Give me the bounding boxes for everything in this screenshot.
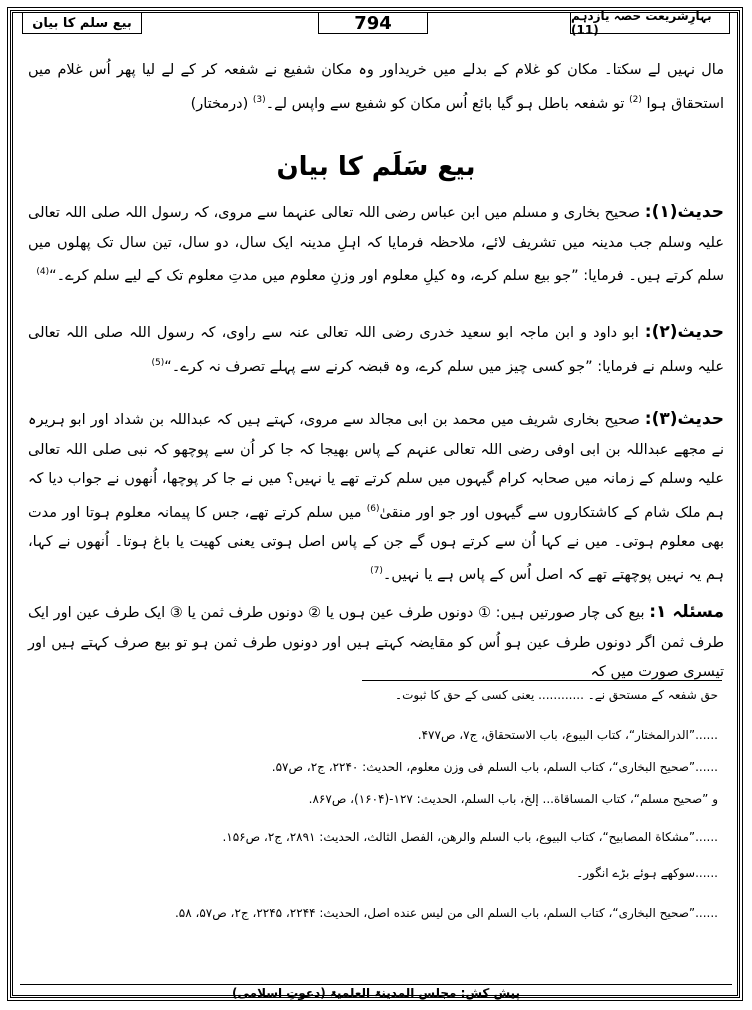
footer-publisher: پیش کش: مجلس المدینۃ العلمیۃ (دعوتِ اسلامی) xyxy=(232,986,520,1000)
footnote-3: ......”الدرالمختار“، کتاب البیوع، باب الاستحقاق، ج۷، ص۴۷۷. xyxy=(417,728,718,742)
footer-rule xyxy=(20,984,732,985)
intro-source: (درمختار) xyxy=(190,95,249,112)
masala-1-label: مسئلہ ۱: xyxy=(649,602,725,622)
intro-paragraph xyxy=(28,56,724,119)
hadith-3-text-2: میں سلم کرتے تھے، جس کا پیمانہ معلوم ہوتا اور مدت بھی معلوم ہوتی۔ میں نے کہا اُن سے کرتے ہوں گے جن کے پاس اصل ہوتی یعنی کھیت یا باغ ہوتا۔ اُنھوں نے کہا، ہم یہ نہیں پوچھتے تھے کہ اصل اُس کے پاس ہے یا نہیں۔ xyxy=(28,504,724,584)
footnote-divider xyxy=(362,680,722,681)
footnote-ref-3: (3) xyxy=(252,94,266,105)
hadith-3-text: صحیح بخاری شریف میں محمد بن ابی مجالد سے مروی، کہتے ہیں کہ عبداللہ بن شداد اور ابو ہریرہ نے مجھے عبداللہ بن ابی اوفی رضی اللہ تعالی عنہم کے پاس بھیجا کہ جا کر اُن سے پوچھو کہ نبی صلی اللہ تعالی علیہ وسلم کے زمانہ میں صحابہ کرام گیہوں میں سلم کرتے تھے یا نہیں؟ میں نے جا کر پوچھا، اُنھوں نے جواب دیا کہ ہم ملک شام کے کاشتکاروں سے گیہوں اور جو اور منقیٰ xyxy=(28,412,725,521)
hadith-1-text: صحیح بخاری و مسلم میں ابن عباس رضی اللہ تعالی عنہما سے مروی، کہ رسول اللہ صلی اللہ تعالی علیہ وسلم جب مدینہ میں تشریف لائے، ملاحظہ فرمایا کہ اہلِ مدینہ ایک سال، دو سال، تین سال تک پھلوں میں سلم کرتے ہیں۔ فرمایا: ”جو بیع سلم کرے، وہ کیلِ معلوم اور وزنِ معلوم میں مدتِ معلوم تک کے لیے سلم کرے۔“ xyxy=(28,205,724,284)
footnote-6: ......سوکھے ہوئے بڑے انگور۔ xyxy=(576,866,718,880)
footnote-4: ......”صحیح البخاری“، کتاب السلم، باب السلم فی وزن معلوم، الحدیث: ۲۲۴۰، ج۲، ص۵۷. xyxy=(271,760,718,774)
section-title-box: بیع سلم کا بیان xyxy=(22,12,142,34)
footnote-ref-5: (5) xyxy=(151,357,165,368)
hadith-2 xyxy=(28,318,724,382)
footnote-ref-4: (4) xyxy=(36,267,50,277)
book-title: بہارِشریعت حصہ یازدہم (11) xyxy=(570,12,730,34)
hadith-3 xyxy=(28,405,724,591)
hadith-2-text: ابو داود و ابن ماجہ ابو سعید خدری رضی اللہ تعالی عنہ سے راوی، کہ رسول اللہ صلی اللہ تعالی علیہ وسلم نے فرمایا: ”جو کسی چیز میں سلم کرے، وہ قبضہ کرنے سے پہلے تصرف نہ کرے۔“ xyxy=(28,325,724,375)
footnote-4b: و ”صحیح مسلم“، کتاب المساقاة... إلخ، باب السلم، الحدیث: ۱۲۷-(۱۶۰۴)، ص۸۶۷. xyxy=(308,792,718,806)
chapter-title: بیع سَلَم کا بیان xyxy=(276,152,476,182)
footnote-ref-7: (7) xyxy=(370,566,383,577)
intro-line-1: مال نہیں لے سکتا۔ مکان کو غلام کے بدلے میں خریداور وہ مکان شفیع نے شفعہ کر کے لے لیا پھر اُس غلام میں استحقاق ہوا xyxy=(28,62,724,112)
masala-1-text: بیع کی چار صورتیں ہیں: ① دونوں طرف عین ہوں یا ② دونوں طرف ثمن یا ③ ایک طرف عین اور ایک طرف ثمن اگر دونوں طرف عین ہو اُس کو مقایضہ کہتے ہیں اور دونوں طرف ثمن ہو تو بیع صرف کہتے ہیں اور تیسری صورت میں کہ xyxy=(28,605,724,680)
footnote-5: ......”مشکاة المصابیح“، کتاب البیوع، باب السلم والرهن، الفصل الثالث، الحدیث: ۲۸۹۱، ج۲، ص۱۵۶. xyxy=(222,830,718,844)
page-header xyxy=(22,8,730,37)
footnote-ref-2: (2) xyxy=(629,94,642,105)
footnote-7: ......”صحیح البخاری“، کتاب السلم، باب السلم الی من لیس عنده اصل، الحدیث: ۲۲۴۴، ۲۲۴۵، ج۲، ص۵۷، ۵۸. xyxy=(174,906,718,920)
hadith-3-label: حدیث(۳): xyxy=(644,409,724,429)
intro-line-2: تو شفعہ باطل ہو گیا بائع اُس مکان کو شفیع سے واپس لے۔ xyxy=(265,95,625,112)
masala-1 xyxy=(28,598,724,688)
footnote-ref-6: (6) xyxy=(366,503,380,514)
footnote-1-2: حق شفعہ کے مستحق نے۔ ............ یعنی کسی کے حق کا ثبوت۔ xyxy=(395,688,718,702)
hadith-2-label: حدیث(۲): xyxy=(644,322,724,342)
hadith-1-label: حدیث(۱): xyxy=(644,202,724,222)
hadith-1 xyxy=(28,198,724,291)
page-number: 794 xyxy=(318,12,428,34)
